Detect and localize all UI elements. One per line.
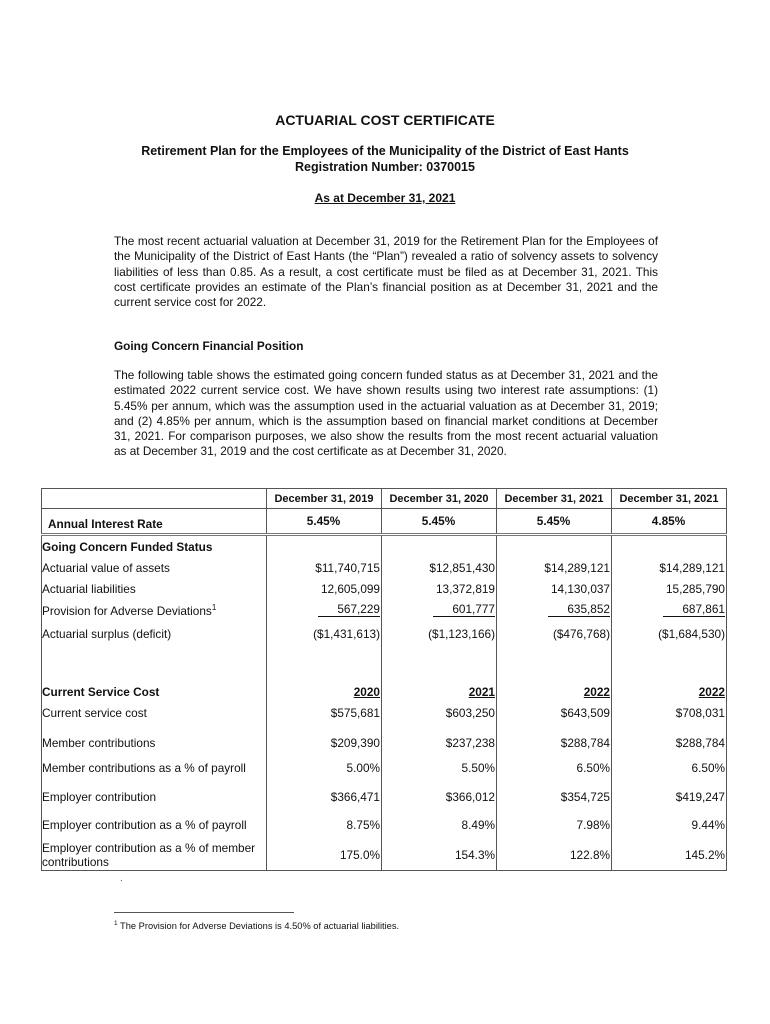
year-header: 2022 — [698, 684, 725, 699]
cell-value: 15,285,790 — [612, 578, 727, 599]
table-row — [42, 557, 727, 578]
page-title: ACTUARIAL COST CERTIFICATE — [275, 112, 495, 128]
cell-value: $708,031 — [612, 702, 727, 723]
column-header: December 31, 2019 — [267, 489, 382, 509]
cell-value: 122.8% — [497, 840, 612, 871]
cell-value: 5.50% — [382, 753, 497, 783]
table-row — [42, 732, 727, 753]
cell-value: 13,372,819 — [382, 578, 497, 599]
cell-value: $288,784 — [612, 732, 727, 753]
cell-value: 8.49% — [382, 810, 497, 840]
stray-mark: . — [120, 873, 123, 884]
cell-value: 687,861 — [663, 603, 725, 617]
table-row — [42, 753, 727, 783]
section-row-funded-status — [42, 535, 727, 558]
footnote-marker: 1 — [114, 920, 118, 927]
cell-value: 6.50% — [497, 753, 612, 783]
spacer-row — [42, 647, 727, 681]
cell-value: 154.3% — [382, 840, 497, 871]
cell-value: $237,238 — [382, 732, 497, 753]
interest-rate-value: 5.45% — [382, 509, 497, 535]
cell-value: ($1,123,166) — [382, 620, 497, 647]
cell-value: 14,130,037 — [497, 578, 612, 599]
table-row — [42, 599, 727, 620]
cell-value: $288,784 — [497, 732, 612, 753]
row-label: Actuarial value of assets — [42, 557, 267, 578]
interest-rate-label: Annual Interest Rate — [42, 509, 267, 535]
row-label: Member contributions as a % of payroll — [42, 753, 267, 783]
column-header: December 31, 2021 — [612, 489, 727, 509]
table-row — [42, 840, 727, 871]
cell-value: 9.44% — [612, 810, 727, 840]
cell-value: $419,247 — [612, 783, 727, 810]
cell-value: 635,852 — [548, 603, 610, 617]
year-header: 2021 — [468, 684, 495, 699]
cell-value: 5.00% — [267, 753, 382, 783]
registration-number: Registration Number: 0370015 — [295, 160, 475, 174]
cell-value: 567,229 — [318, 603, 380, 617]
row-label: Actuarial liabilities — [42, 578, 267, 599]
as-at-date: As at December 31, 2021 — [314, 191, 456, 205]
interest-rate-value: 5.45% — [267, 509, 382, 535]
year-header: 2022 — [583, 684, 610, 699]
plan-header — [0, 143, 770, 175]
cell-value: 12,605,099 — [267, 578, 382, 599]
column-header: December 31, 2020 — [382, 489, 497, 509]
cell-value: $366,471 — [267, 783, 382, 810]
section-row-service-cost — [42, 681, 727, 702]
column-header: December 31, 2021 — [497, 489, 612, 509]
spacer-row — [42, 723, 727, 732]
row-label: Member contributions — [42, 732, 267, 753]
cell-value: 6.50% — [612, 753, 727, 783]
cell-value: $354,725 — [497, 783, 612, 810]
cell-value: 175.0% — [267, 840, 382, 871]
interest-rate-value: 5.45% — [497, 509, 612, 535]
table-row — [42, 578, 727, 599]
cell-value: $12,851,430 — [382, 557, 497, 578]
footnote-divider — [114, 912, 294, 913]
table-row — [42, 620, 727, 647]
row-label: Employer contribution as a % of payroll — [42, 810, 267, 840]
intro-paragraph: The most recent actuarial valuation at December 31, 2019 for the Retirement Plan for the Employees of the Municipality of the District of East Hants (the “Plan”) revealed a ratio of solvency assets to solvency liabilities of less than 0.85. As a result, a cost certificate must be filed as at December 31, 2021. This cost certificate provides an estimate of the Plan’s financial position as at December 31, 2021 and the current service cost for 2022. — [114, 234, 658, 310]
section-label: Going Concern Funded Status — [42, 535, 267, 558]
cell-value: 145.2% — [612, 840, 727, 871]
cell-value: 7.98% — [497, 810, 612, 840]
cell-value: 8.75% — [267, 810, 382, 840]
table-intro-paragraph: The following table shows the estimated going concern funded status as at December 31, 2021 and the estimated 2022 current service cost. We have shown results using two interest rate assumptions: (1) 5.45% per annum, which was the assumption used in the actuarial valuation as at December 31, 2019; and (2) 4.85% per annum, which is the assumption based on financial market conditions at December 31, 2021. For comparison purposes, we also show the results from the most recent actuarial valuation as at December 31, 2019 and the cost certificate as at December 31, 2020. — [114, 368, 658, 459]
year-header: 2020 — [353, 684, 380, 699]
cell-value: $14,289,121 — [612, 557, 727, 578]
row-label-text: Provision for Adverse Deviations — [42, 603, 212, 618]
table-header-row — [42, 489, 727, 509]
footnote-reference: 1 — [211, 603, 217, 613]
row-label: Employer contribution — [42, 783, 267, 810]
section-heading: Going Concern Financial Position — [114, 339, 304, 353]
row-label: Current service cost — [42, 702, 267, 723]
financial-position-table — [41, 488, 727, 871]
cell-value: ($1,684,530) — [612, 620, 727, 647]
plan-name: Retirement Plan for the Employees of the Municipality of the District of East Hants — [141, 144, 629, 158]
interest-rate-row — [42, 509, 727, 535]
header-blank-cell — [42, 489, 267, 509]
cell-value: $366,012 — [382, 783, 497, 810]
cell-value: $11,740,715 — [267, 557, 382, 578]
interest-rate-value: 4.85% — [612, 509, 727, 535]
footnote-text: The Provision for Adverse Deviations is 4.50% of actuarial liabilities. — [117, 921, 400, 932]
row-label: Actuarial surplus (deficit) — [42, 620, 267, 647]
footnote — [114, 920, 399, 931]
row-label — [42, 599, 267, 620]
cell-value: $603,250 — [382, 702, 497, 723]
row-label: Employer contribution as a % of member contributions — [42, 840, 267, 871]
cell-value: ($1,431,613) — [267, 620, 382, 647]
cell-value: $209,390 — [267, 732, 382, 753]
section-label: Current Service Cost — [42, 681, 267, 702]
cell-value: ($476,768) — [497, 620, 612, 647]
table-row — [42, 702, 727, 723]
table-row — [42, 783, 727, 810]
cell-value: 601,777 — [433, 603, 495, 617]
table-row — [42, 810, 727, 840]
cell-value: $575,681 — [267, 702, 382, 723]
cell-value: $643,509 — [497, 702, 612, 723]
cell-value: $14,289,121 — [497, 557, 612, 578]
